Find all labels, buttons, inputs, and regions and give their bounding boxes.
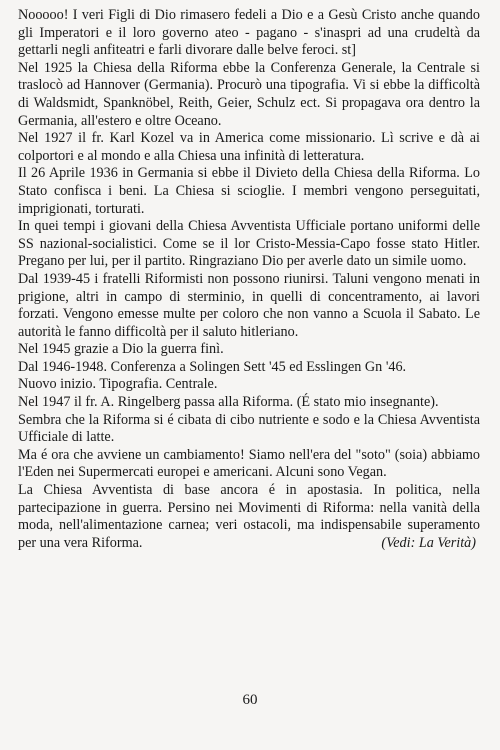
paragraph-13-text: La Chiesa Avventista di base ancora é in apostasia. In politica, nella partecipazione in guerra. Persino nei Movimenti di Riforma: nella vanità della moda, nell'alimentazione carnea; veri ostacoli, ma indispensabile superamento per una vera Riforma. <box>18 482 480 551</box>
paragraph-9: Nuovo inizio. Tipografia. Centrale. <box>18 376 218 393</box>
paragraph-10: Nel 1947 il fr. A. Ringelberg passa alla Riforma. (É stato mio insegnante). <box>18 394 439 411</box>
paragraph-12: Ma é ora che avviene un cambiamento! Siamo nell'era del "soto" (soia) abbiamo l'Eden nei Supermercati europei e americani. Alcuni sono Vegan. <box>18 446 480 481</box>
paragraph-11: Sembra che la Riforma si é cibata di cibo nutriente e sodo e la Chiesa Avventista Ufficiale di latte. <box>18 411 480 446</box>
paragraph-1: Nooooo! I veri Figli di Dio rimasero fedeli a Dio e a Gesù Cristo anche quando gli Imperatori e il loro governo ateo - pagano - s'inaspri ad una crudeltà da gettarli negli anfiteatri e farli divorare dalle belve feroci. st] <box>18 7 480 59</box>
paragraph-4: Il 26 Aprile 1936 in Germania si ebbe il Divieto della Chiesa della Riforma. Lo Stato confisca i beni. La Chiesa si scioglie. I membri vengono perseguitati, imprigionati, torturati. <box>18 165 480 217</box>
body-text <box>18 7 480 552</box>
paragraph-2: Nel 1925 la Chiesa della Riforma ebbe la Conferenza Generale, la Centrale si traslocò ad Hannover (Germania). Procurò una tipografia. Vi si ebbe la difficoltà di Waldsmidt, Spanknöbel, Reith, Geier, Schulz ect. Si propagava ora dentro la Germania, all'estero e oltre Oceano. <box>18 59 480 129</box>
paragraph-8: Dal 1946-1948. Conferenza a Solingen Sett '45 ed Esslingen Gn '46. <box>18 358 407 375</box>
source-note: (Vedi: La Verità) <box>381 534 476 551</box>
paragraph-7: Nel 1945 grazie a Dio la guerra finì. <box>18 341 224 358</box>
paragraph-13 <box>18 482 480 552</box>
paragraph-3: Nel 1927 il fr. Karl Kozel va in America come missionario. Lì scrive e dà ai colportori e al mondo e alla Chiesa una infinità di letteratura. <box>18 130 480 164</box>
page-number: 60 <box>242 692 258 708</box>
paragraph-5: In quei tempi i giovani della Chiesa Avventista Ufficiale portano uniformi delle SS nazional-socialistici. Come se il lor Cristo-Messia-Capo fosse stato Hitler. Pregano per lui, per il partito. Ringraziano Dio per averle dato un simile uomo. <box>18 218 480 270</box>
paragraph-6: Dal 1939-45 i fratelli Riformisti non possono riunirsi. Taluni vengono menati in prigione, altri in campo di sterminio, in quelli di concentramento, ai lavori forzati. Vengono emesse multe per coloro che non vanno a Scuola il Sabato. Le autorità le fanno difficoltà per il saluto hitleriano. <box>18 270 480 340</box>
